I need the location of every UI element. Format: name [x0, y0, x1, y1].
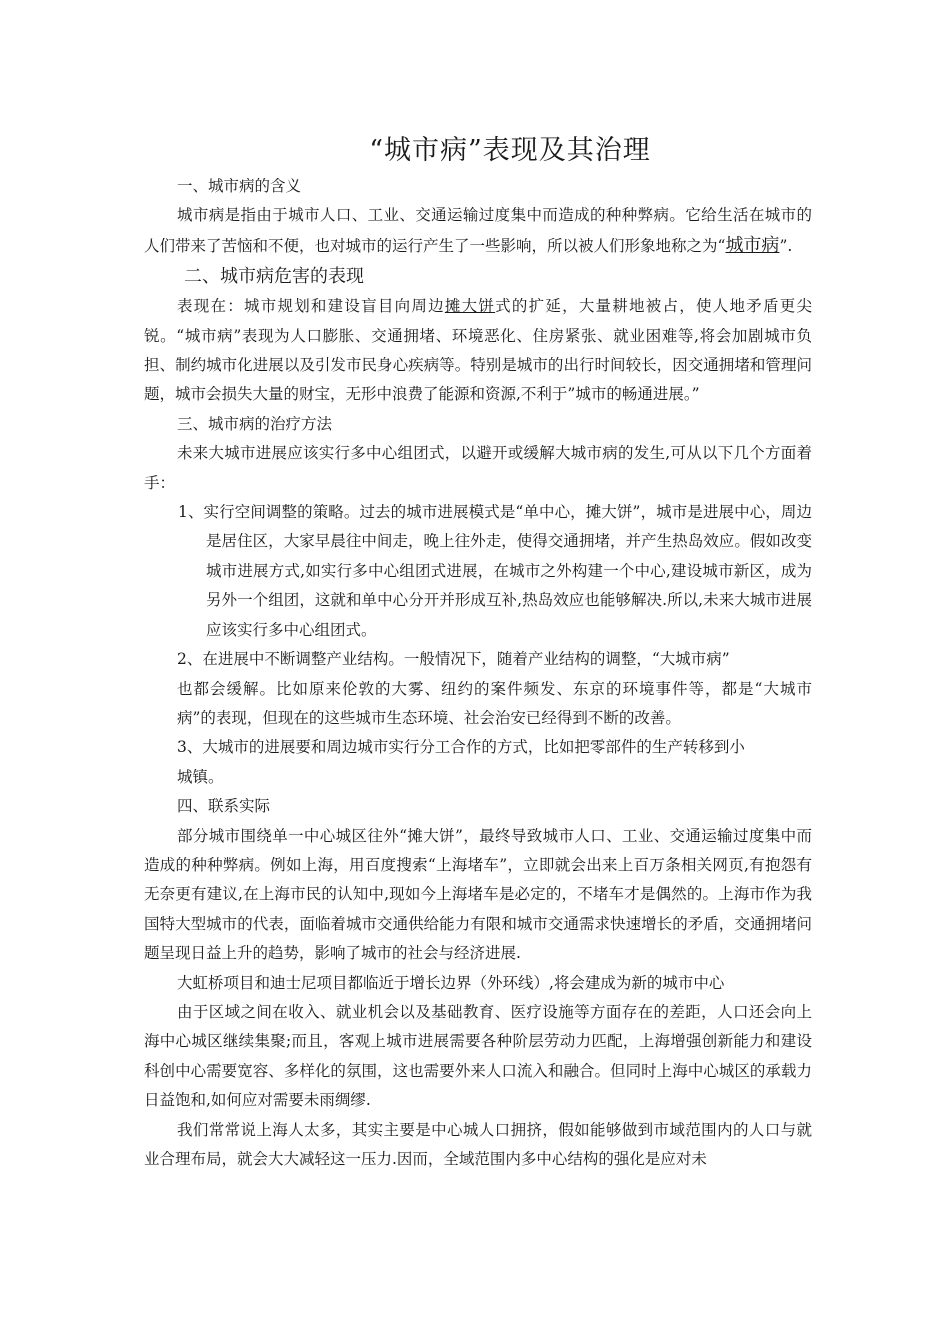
document-title: “城市病”表现及其治理 [369, 135, 651, 166]
section-4-paragraph-3: 由于区域之间在收入、就业机会以及基础教育、医疗设施等方面存在的差距，人口还会向上海中心城区继续集聚;而且，客观上城市进展需要各种阶层劳动力匹配，上海增强创新能力和建设科创中心需要宽容、多样化的氛围，这也需要外来人口流入和融合。但同时上海中心城区的承载力日益饱和,如何应对需要未雨绸缪. [144, 1002, 812, 1110]
section-heading-2: 二、城市病危害的表现 [184, 266, 364, 288]
highlight-term: 城市病 [725, 234, 780, 256]
list-item-1: 1、实行空间调整的策略。过去的城市进展模式是“单中心，摊大饼”，城市是进展中心，周边是居住区，大家早晨往中间走，晚上往外走，使得交通拥堵，并产生热岛效应。假如改变城市进展方式,如实行多中心组团式进展，在城市之外构建一个中心,建设城市新区，成为另外一个组团，这就和单中心分开并形成互补,热岛效应也能够解决.所以,未来大城市进展应该实行多中心组团式。 [178, 503, 812, 639]
list-item-3-first-line: 3、大城市的进展要和周边城市实行分工合作的方式，比如把零部件的生产转移到小 [177, 738, 745, 757]
list-item-3 [144, 733, 812, 792]
section-1-paragraph [144, 201, 812, 261]
text-run: 城市病是指由于城市人口、工业、交通运输过度集中而造成的种种弊病。它给生活在城市的人们带来了苦恼和不便，也对城市的运行产生了一些影响，所以被人们形象地称之为“ [144, 206, 812, 255]
section-2-paragraph [144, 292, 812, 410]
underlined-term: 摊大饼 [444, 297, 496, 316]
section-heading-3: 三、城市病的治疗方法 [177, 414, 333, 433]
list-item-3-rest: 城镇。 [177, 767, 224, 786]
text-run: 表现在：城市规划和建设盲目向周边 [177, 297, 445, 316]
section-4-paragraph-2: 大虹桥项目和迪士尼项目都临近于增长边界（外环线）,将会建成为新的城市中心 [177, 973, 725, 992]
section-4-paragraph-1: 部分城市围绕单一中心城区往外“摊大饼”，最终导致城市人口、工业、交通运输过度集中而造成的种种弊病。例如上海，用百度搜索“上海堵车”，立即就会出来上百万条相关网页,有抱怨有无奈更有建议,在上海市民的认知中,现如今上海堵车是必定的，不堵车才是偶然的。上海市作为我国特大型城市的代表，面临着城市交通供给能力有限和城市交通需求快速增长的矛盾，交通拥堵问题呈现日益上升的趋势，影响了城市的社会与经济进展. [144, 826, 812, 963]
section-heading-1: 一、城市病的含义 [177, 177, 302, 195]
section-4-paragraph-4: 我们常常说上海人太多，其实主要是中心城人口拥挤，假如能够做到市域范围内的人口与就业合理布局，就会大大减轻这一压力.因而，全域范围内多中心结构的强化是应对未 [144, 1120, 812, 1168]
document-body [144, 172, 812, 1174]
list-item-2-rest: 也都会缓解。比如原来伦敦的大雾、纽约的案件频发、东京的环境事件等，都是“大城市病”的表现，但现在的这些城市生态环境、社会治安已经得到不断的改善。 [177, 679, 812, 727]
list-item-2 [144, 645, 812, 733]
list-item-2-first-line: 2、在进展中不断调整产业结构。一般情况下，随着产业结构的调整，“大城市病” [177, 650, 730, 669]
section-heading-4: 四、联系实际 [177, 797, 271, 816]
section-3-intro: 未来大城市进展应该实行多中心组团式，以避开或缓解大城市病的发生,可从以下几个方面着手： [144, 444, 812, 492]
text-run: ”. [779, 236, 793, 255]
text-run: 式的扩延，大量耕地被占，使人地矛盾更尖锐。“城市病”表现为人口膨胀、交通拥堵、环境恶化、住房紧张、就业困难等,将会加剧城市负担、制约城市化进展以及引发市民身心疾病等。特别是城市的出行时间较长，因交通拥堵和管理问题，城市会损失大量的财宝，无形中浪费了能源和资源,不利于”城市的畅通进展。” [144, 297, 812, 404]
